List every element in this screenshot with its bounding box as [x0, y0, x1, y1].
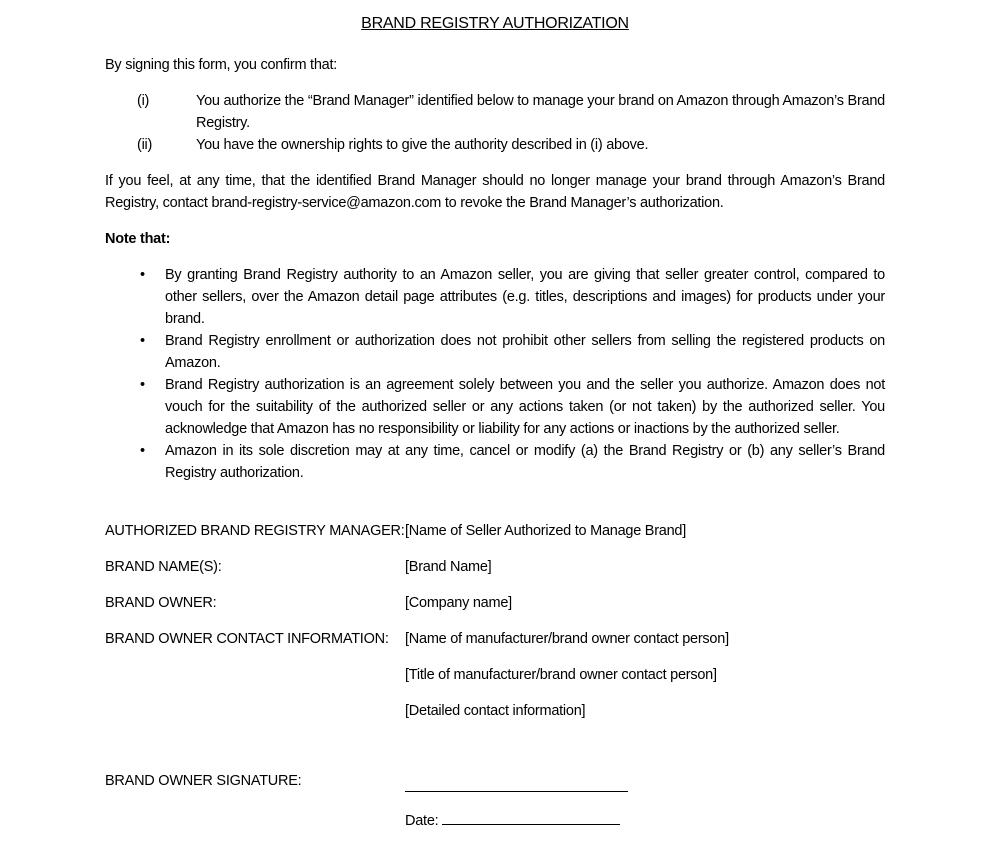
- bullet-text: Brand Registry authorization is an agreement solely between you and the seller you authorize. Amazon does not vouch for the suitability of the authorized seller or any actions taken (or not taken) by the authorized seller. You acknowledge that Amazon has no responsibility or liability for any actions or inactions by the authorized seller.: [165, 377, 885, 437]
- signature-blank-line: [405, 773, 628, 792]
- field-value-stack: [405, 628, 885, 736]
- bullet-icon: •: [140, 267, 145, 283]
- form-row-brand-owner: [105, 592, 885, 614]
- confirmation-list: [105, 90, 885, 156]
- list-item: [105, 374, 885, 440]
- note-heading: Note that:: [105, 231, 171, 247]
- field-value-placeholder: [Detailed contact information]: [405, 703, 586, 719]
- date-label: Date:: [405, 813, 439, 829]
- bullet-text: Amazon in its sole discretion may at any time, cancel or modify (a) the Brand Registry or (b) any seller’s Brand Registry authorization.: [165, 443, 885, 481]
- field-value-placeholder: [Name of Seller Authorized to Manage Brand]: [405, 523, 687, 539]
- list-item-text: You authorize the “Brand Manager” identified below to manage your brand on Amazon through Amazon’s Brand Registry.: [196, 93, 885, 131]
- bullet-text: By granting Brand Registry authority to an Amazon seller, you are giving that seller greater control, compared to other sellers, over the Amazon detail page attributes (e.g. titles, descriptions and images) for products under your brand.: [165, 267, 885, 327]
- field-label: BRAND OWNER CONTACT INFORMATION:: [105, 631, 389, 647]
- list-item: [105, 264, 885, 330]
- list-item-marker: (ii): [137, 137, 153, 153]
- date-blank-line: [442, 806, 620, 825]
- date-row: [105, 806, 885, 832]
- bullet-text: Brand Registry enrollment or authorization does not prohibit other sellers from selling the registered products on Amazon.: [165, 333, 885, 371]
- note-bullet-list: [105, 264, 885, 484]
- form-row-contact-info: [105, 628, 885, 736]
- field-label: AUTHORIZED BRAND REGISTRY MANAGER:: [105, 523, 405, 539]
- signature-row: [105, 770, 885, 792]
- intro-text: By signing this form, you confirm that:: [105, 57, 338, 73]
- page-title: BRAND REGISTRY AUTHORIZATION: [361, 15, 629, 32]
- authorization-form: [105, 520, 885, 736]
- field-value-placeholder: [Company name]: [405, 595, 512, 611]
- bullet-icon: •: [140, 377, 145, 393]
- field-label: BRAND NAME(S):: [105, 559, 222, 575]
- list-item-marker: (i): [137, 93, 150, 109]
- revocation-paragraph: If you feel, at any time, that the identified Brand Manager should no longer manage your brand through Amazon’s Brand Registry, contact brand-registry-service@amazon.com to revoke the Brand Manager’s authorization.: [105, 173, 885, 211]
- field-value-placeholder: [Title of manufacturer/brand owner contact person]: [405, 667, 717, 683]
- form-row-manager: [105, 520, 885, 542]
- field-label: BRAND OWNER:: [105, 595, 217, 611]
- list-item: [105, 330, 885, 374]
- list-item: [105, 90, 885, 134]
- list-item: [105, 134, 885, 156]
- field-value-placeholder: [Name of manufacturer/brand owner contact person]: [405, 631, 729, 647]
- bullet-icon: •: [140, 333, 145, 349]
- form-row-brand-name: [105, 556, 885, 578]
- bullet-icon: •: [140, 443, 145, 459]
- signature-section: [105, 770, 885, 832]
- list-item-text: You have the ownership rights to give the authority described in (i) above.: [196, 137, 649, 153]
- signature-label: BRAND OWNER SIGNATURE:: [105, 773, 302, 789]
- field-value-placeholder: [Brand Name]: [405, 559, 492, 575]
- date-field: [405, 806, 620, 832]
- list-item: [105, 440, 885, 484]
